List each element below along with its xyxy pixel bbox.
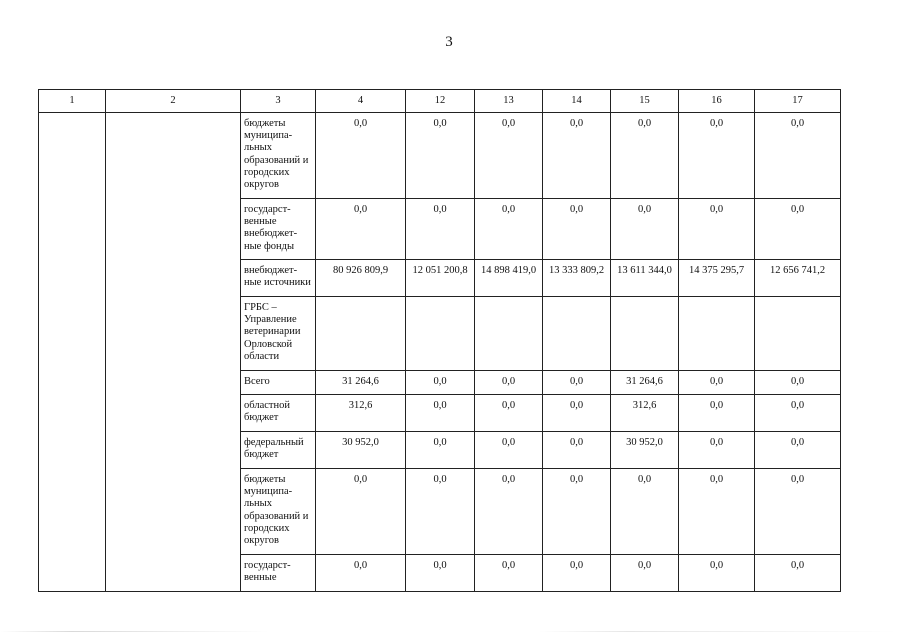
value-cell: 12 656 741,2 — [755, 260, 841, 297]
value-cell: 0,0 — [755, 395, 841, 432]
value-cell: 0,0 — [543, 199, 611, 260]
page-number: 3 — [445, 34, 453, 50]
value-cell: 0,0 — [679, 469, 755, 555]
value-cell: 30 952,0 — [316, 432, 406, 469]
value-cell: 0,0 — [679, 371, 755, 395]
value-cell — [679, 297, 755, 371]
value-cell: 0,0 — [755, 199, 841, 260]
row-label: ГРБС – Управление ветеринарии Орловской области — [241, 297, 316, 371]
row-label: государст-венные внебюджет-ные фонды — [241, 199, 316, 260]
value-cell: 0,0 — [679, 199, 755, 260]
value-cell: 30 952,0 — [611, 432, 679, 469]
value-cell: 0,0 — [755, 113, 841, 199]
value-cell: 0,0 — [475, 432, 543, 469]
column-header: 14 — [543, 90, 611, 113]
column-header: 12 — [406, 90, 475, 113]
value-cell: 0,0 — [543, 555, 611, 592]
value-cell — [475, 297, 543, 371]
row-label: федеральный бюджет — [241, 432, 316, 469]
value-cell — [611, 297, 679, 371]
value-cell: 0,0 — [679, 555, 755, 592]
value-cell: 0,0 — [679, 432, 755, 469]
value-cell: 0,0 — [543, 395, 611, 432]
value-cell: 0,0 — [543, 371, 611, 395]
column-header: 3 — [241, 90, 316, 113]
column-header: 4 — [316, 90, 406, 113]
value-cell: 0,0 — [755, 432, 841, 469]
budget-table — [38, 89, 841, 592]
value-cell: 0,0 — [406, 432, 475, 469]
value-cell: 0,0 — [679, 395, 755, 432]
value-cell — [543, 297, 611, 371]
column-header: 2 — [106, 90, 241, 113]
value-cell: 0,0 — [543, 432, 611, 469]
value-cell: 0,0 — [611, 199, 679, 260]
value-cell: 0,0 — [475, 555, 543, 592]
value-cell: 0,0 — [316, 555, 406, 592]
value-cell: 0,0 — [475, 199, 543, 260]
value-cell: 0,0 — [475, 469, 543, 555]
table-row — [39, 113, 841, 199]
value-cell: 31 264,6 — [611, 371, 679, 395]
value-cell: 0,0 — [755, 469, 841, 555]
column-header: 15 — [611, 90, 679, 113]
value-cell: 14 898 419,0 — [475, 260, 543, 297]
value-cell: 0,0 — [316, 199, 406, 260]
row-label: внебюджет-ные источники — [241, 260, 316, 297]
value-cell: 0,0 — [406, 371, 475, 395]
column-header: 1 — [39, 90, 106, 113]
row-label: Всего — [241, 371, 316, 395]
row-label: бюджеты муниципа-льных образований и городских округов — [241, 469, 316, 555]
column-header: 13 — [475, 90, 543, 113]
value-cell: 0,0 — [611, 469, 679, 555]
value-cell: 12 051 200,8 — [406, 260, 475, 297]
value-cell: 0,0 — [406, 469, 475, 555]
value-cell: 31 264,6 — [316, 371, 406, 395]
value-cell: 0,0 — [475, 395, 543, 432]
column-header: 16 — [679, 90, 755, 113]
value-cell: 0,0 — [406, 113, 475, 199]
value-cell: 0,0 — [611, 113, 679, 199]
value-cell: 13 611 344,0 — [611, 260, 679, 297]
value-cell: 0,0 — [475, 371, 543, 395]
value-cell: 312,6 — [316, 395, 406, 432]
value-cell — [755, 297, 841, 371]
value-cell — [406, 297, 475, 371]
value-cell: 312,6 — [611, 395, 679, 432]
value-cell: 0,0 — [316, 113, 406, 199]
value-cell: 0,0 — [406, 395, 475, 432]
value-cell — [316, 297, 406, 371]
value-cell: 0,0 — [755, 371, 841, 395]
value-cell: 0,0 — [406, 555, 475, 592]
table-header-row — [39, 90, 841, 113]
value-cell: 0,0 — [543, 469, 611, 555]
value-cell: 0,0 — [543, 113, 611, 199]
value-cell: 0,0 — [406, 199, 475, 260]
row-label: государст-венные — [241, 555, 316, 592]
value-cell: 80 926 809,9 — [316, 260, 406, 297]
row-label: областной бюджет — [241, 395, 316, 432]
column-header: 17 — [755, 90, 841, 113]
empty-cell-col2 — [106, 113, 241, 592]
value-cell: 14 375 295,7 — [679, 260, 755, 297]
value-cell: 13 333 809,2 — [543, 260, 611, 297]
row-label: бюджеты муниципа-льных образований и городских округов — [241, 113, 316, 199]
value-cell: 0,0 — [316, 469, 406, 555]
value-cell: 0,0 — [679, 113, 755, 199]
value-cell: 0,0 — [611, 555, 679, 592]
value-cell: 0,0 — [475, 113, 543, 199]
empty-cell-col1 — [39, 113, 106, 592]
scan-edge-mark — [0, 631, 898, 632]
value-cell: 0,0 — [755, 555, 841, 592]
